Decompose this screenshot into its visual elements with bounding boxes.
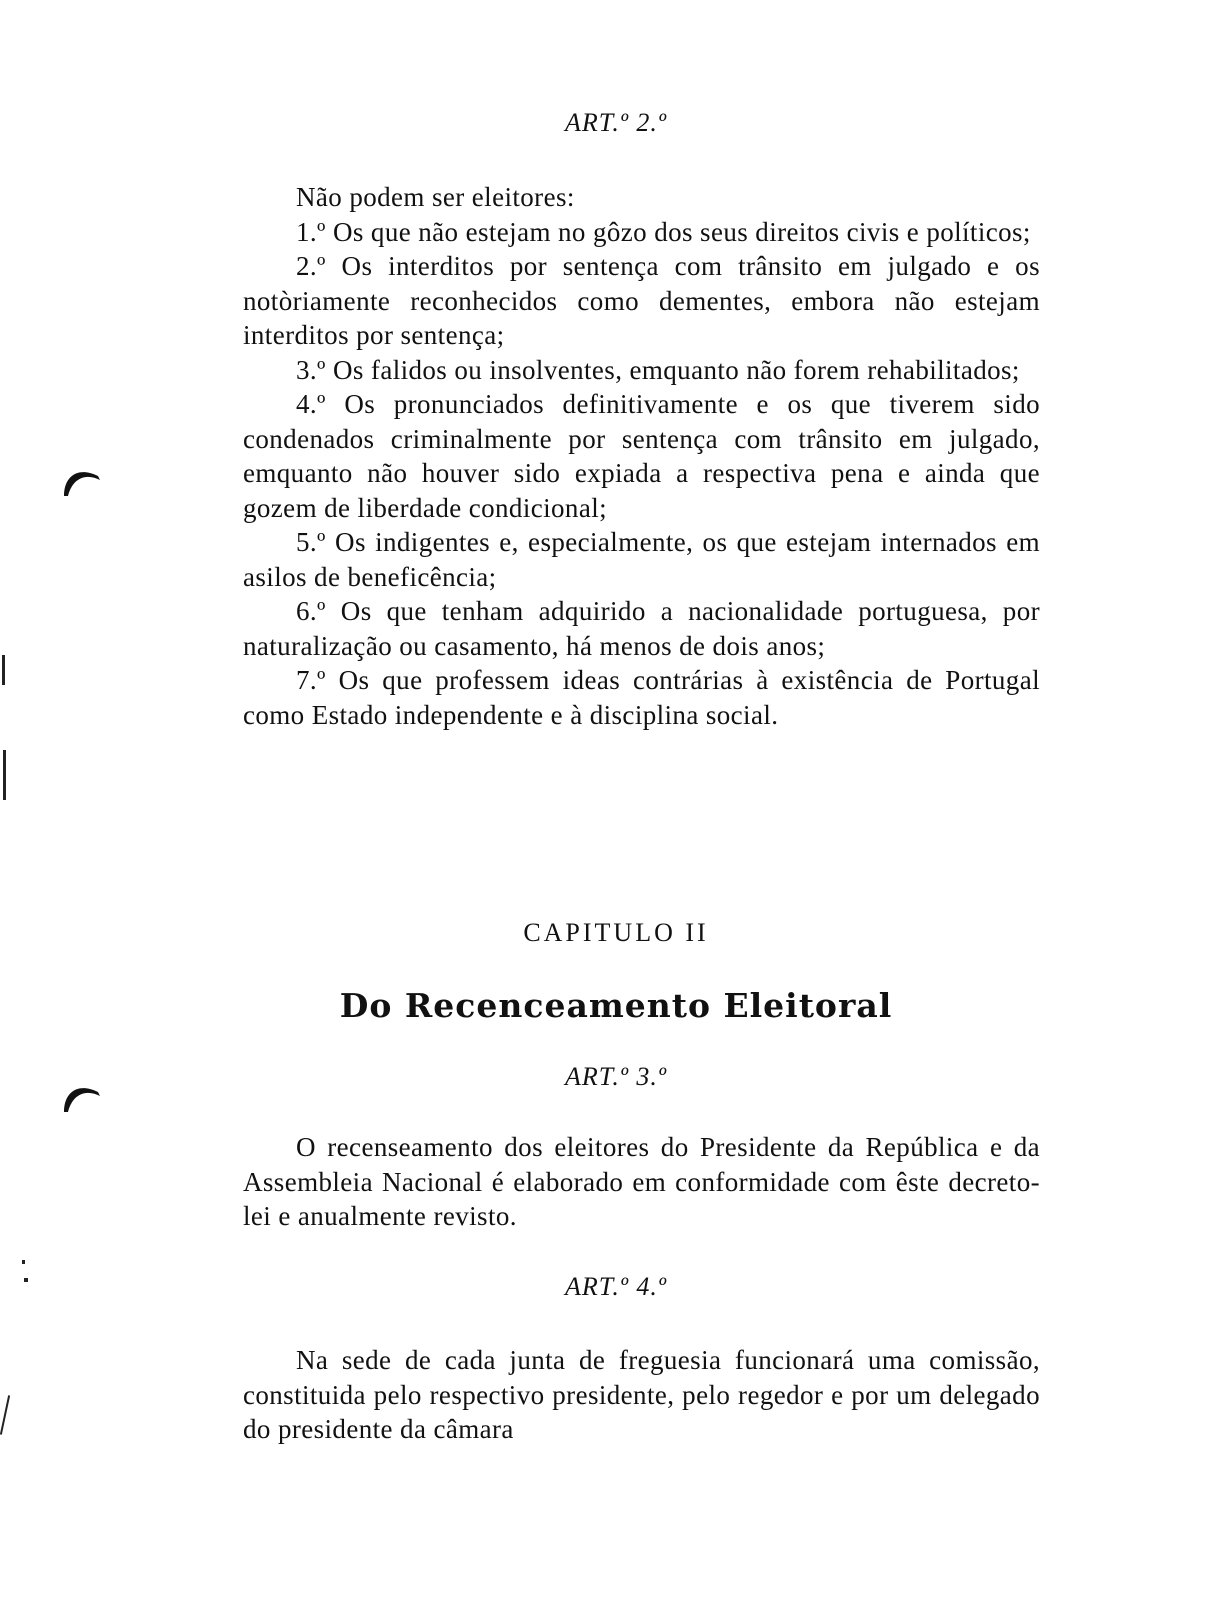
article-4-text: Na sede de cada junta de freguesia funcionará uma comissão, constituida pelo respectivo presidente, pelo regedor e por um delegado do presidente da câmara [243,1345,1040,1444]
article-2-item-7: 7.º Os que professem ideas contrárias à existência de Portugal como Estado independente e à disciplina social. [243,665,1040,730]
scan-speck [24,1278,28,1282]
article-4-body [243,1343,1040,1447]
article-2-item-5: 5.º Os indigentes e, especialmente, os que estejam internados em asilos de beneficência; [243,527,1040,592]
article-2-body [243,180,1040,732]
article-3-heading: ART.º 3.º [565,1062,667,1091]
article-3-body [243,1130,1040,1234]
scan-edge-mark [0,1395,10,1435]
article-2-item-6: 6.º Os que tenham adquirido a nacionalidade portuguesa, por naturalização ou casamento, há menos de dois anos; [243,596,1040,661]
article-2-heading: ART.º 2.º [565,108,667,137]
punch-hole-mark-icon [60,462,104,498]
article-2-item-2: 2.º Os interditos por sentença com trânsito em julgado e os notòriamente reconhecidos como dementes, embora não estejam interditos por sentença; [243,251,1040,350]
article-2-item-1: 1.º Os que não estejam no gôzo dos seus direitos civis e políticos; [296,216,1031,247]
article-2-intro: Não podem ser eleitores: [296,182,575,212]
chapter-label: CAPITULO II [523,918,709,947]
scan-edge-mark [3,750,6,800]
article-2-item-3: 3.º Os falidos ou insolventes, emquanto não forem rehabilitados; [296,354,1020,385]
chapter-title: Do Recenceamento Eleitoral [339,986,893,1025]
article-3-text: O recenseamento dos eleitores do Presidente da República e da Assembleia Nacional é elaborado em conformidade com êste decreto-lei e anualmente revisto. [243,1132,1040,1231]
article-4-heading: ART.º 4.º [565,1272,667,1301]
article-2-item-4: 4.º Os pronunciados definitivamente e os que tiverem sido condenados criminalmente por sentença com trânsito em julgado, emquanto não houver sido expiada a respectiva pena e ainda que gozem de liberdade condicional; [243,389,1040,523]
scan-edge-mark [2,655,5,685]
scan-speck [22,1260,25,1264]
punch-hole-mark-icon [60,1078,104,1114]
